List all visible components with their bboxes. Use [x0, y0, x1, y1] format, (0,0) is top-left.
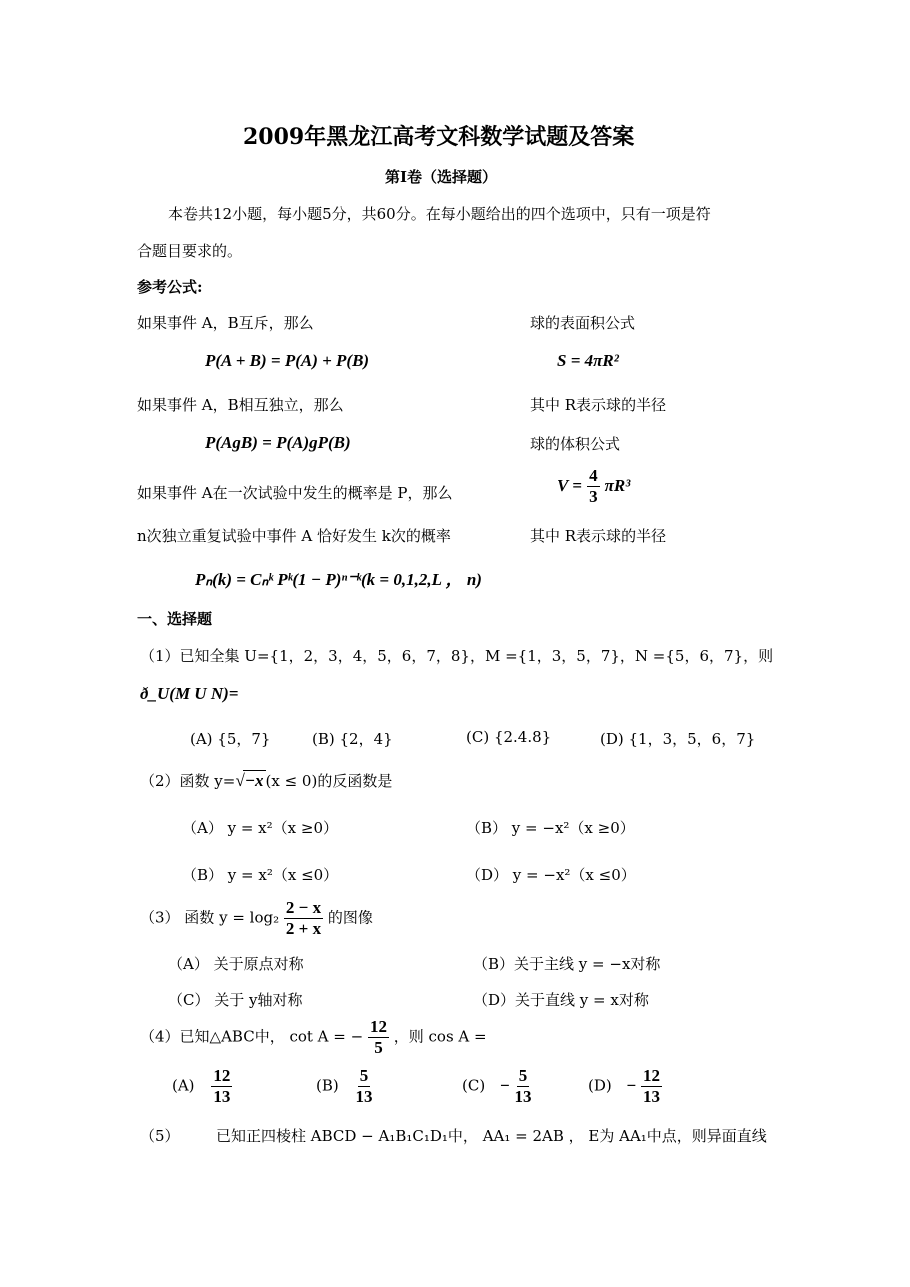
q3-stem-suffix: 的图像 — [327, 908, 373, 927]
q4-option-d-fraction — [641, 1066, 662, 1107]
formula-sphere-area: S = 4πR² — [557, 351, 619, 370]
q2-stem-suffix: (x ≤ 0)的反函数是 — [265, 772, 393, 790]
q4-option-d-denominator: 13 — [642, 1087, 660, 1106]
q3-fraction-numerator: 2 − x — [285, 898, 322, 917]
section-choice-heading: 一、选择题 — [137, 610, 213, 628]
q4-option-b-denominator: 13 — [355, 1087, 373, 1106]
q4-option-c-numerator: 5 — [518, 1066, 528, 1085]
formula-addition-rule: P(A + B) = P(A) + P(B) — [205, 351, 370, 370]
q4-option-b-fraction — [356, 1066, 373, 1107]
q3-option-a[interactable]: （A） 关于原点对称 — [168, 955, 304, 973]
q2-option-c[interactable]: （B） y = x²（x ≤0） — [182, 866, 339, 884]
q4-stem-suffix: ，则 cos A = — [393, 1027, 487, 1046]
formula-desc-sphere-area: 球的表面积公式 — [530, 314, 636, 332]
q4-option-b[interactable] — [316, 1066, 373, 1107]
q4-option-c-denominator: 13 — [514, 1087, 532, 1106]
q4-option-d[interactable] — [588, 1066, 662, 1107]
formula-desc-bernoulli: n次独立重复试验中事件 A 恰好发生 k次的概率 — [137, 527, 451, 545]
q1-option-b[interactable]: (B) {2，4} — [312, 730, 393, 748]
q3-stem-prefix: （3） 函数 y = log₂ — [140, 908, 280, 927]
q4-option-d-label: (D) — [588, 1076, 612, 1095]
q1-stem: （1）已知全集 U={1，2，3，4，5，6，7，8}，M ={1，3，5，7}，N ={5，6，7}，则 — [140, 647, 774, 665]
q5-stem: 已知正四棱柱 ABCD − A₁B₁C₁D₁中， AA₁ = 2AB ， E为 AA₁中点，则异面直线 — [216, 1127, 767, 1145]
q3-fraction-denominator: 2 + x — [285, 919, 322, 938]
formula-desc-independent: 如果事件 A，B相互独立，那么 — [137, 396, 344, 414]
q3-stem — [140, 898, 373, 939]
q1-option-a[interactable]: (A) {5，7} — [190, 730, 271, 748]
q4-fraction-denominator: 5 — [374, 1038, 383, 1057]
q4-option-b-numerator: 5 — [359, 1066, 369, 1085]
volume-fraction — [587, 466, 600, 507]
q2-option-b[interactable]: （B） y = −x²（x ≥0） — [466, 819, 635, 837]
q4-option-a-denominator: 13 — [213, 1087, 231, 1106]
q4-option-c-sign: − — [499, 1075, 510, 1095]
q4-stem-prefix: （4）已知△ABC中， cot A = − — [140, 1027, 364, 1046]
part-heading: 第Ⅰ卷（选择题） — [385, 168, 498, 186]
q1-option-d[interactable]: (D) {1，3，5，6，7} — [600, 730, 756, 748]
q2-option-d[interactable]: （D） y = −x²（x ≤0） — [466, 866, 636, 884]
volume-fraction-denominator: 3 — [589, 487, 598, 506]
q4-option-d-sign: − — [626, 1075, 637, 1095]
q3-fraction — [284, 898, 323, 939]
q3-option-c[interactable]: （C） 关于 y轴对称 — [168, 991, 303, 1009]
intro-line-2: 合题目要求的。 — [137, 242, 243, 260]
volume-lhs: V = — [557, 476, 582, 495]
q4-option-b-label: (B) — [316, 1076, 339, 1095]
reference-label: 参考公式: — [137, 278, 203, 296]
q2-option-a[interactable]: （A） y = x²（x ≥0） — [182, 819, 338, 837]
q3-option-d[interactable]: （D）关于直线 y = x对称 — [473, 991, 649, 1009]
q4-option-c-fraction — [514, 1066, 531, 1107]
q4-option-c-label: (C) — [462, 1076, 486, 1095]
q4-option-d-numerator: 12 — [642, 1066, 660, 1085]
q4-option-a-fraction — [211, 1066, 232, 1107]
q4-stem — [140, 1017, 487, 1058]
formula-sphere-volume — [557, 466, 630, 507]
q4-option-a-label: (A) — [172, 1076, 195, 1095]
formula-desc-sphere-volume: 球的体积公式 — [530, 435, 621, 453]
formula-desc-mutually-exclusive: 如果事件 A，B互斥，那么 — [137, 314, 314, 332]
q3-option-b[interactable]: （B）关于主线 y = −x对称 — [473, 955, 661, 973]
q4-option-c[interactable] — [462, 1066, 531, 1107]
page-title: 2009年黑龙江高考文科数学试题及答案 — [243, 124, 635, 150]
q2-stem — [140, 770, 392, 791]
formula-multiplication-rule: P(AgB) = P(A)gP(B) — [205, 433, 351, 452]
volume-rhs: πR³ — [604, 476, 631, 495]
formula-binomial: Pₙ(k) = Cₙᵏ Pᵏ(1 − P)ⁿ⁻ᵏ(k = 0,1,2,L ， n) — [195, 570, 482, 589]
q5-label: （5） — [140, 1127, 180, 1145]
q1-complement-expression: ð_U(M U N)= — [140, 684, 239, 703]
volume-fraction-numerator: 4 — [589, 466, 598, 485]
q4-fraction — [368, 1017, 389, 1058]
q1-option-c[interactable]: (C) {2.4.8} — [466, 728, 552, 746]
q4-option-a-numerator: 12 — [213, 1066, 231, 1085]
formula-desc-radius-1: 其中 R表示球的半径 — [530, 396, 667, 414]
q2-radicand: −x — [244, 771, 264, 790]
q4-option-a[interactable] — [172, 1066, 232, 1107]
sqrt-icon: √ — [235, 771, 245, 790]
formula-desc-probability-p: 如果事件 A在一次试验中发生的概率是 P，那么 — [137, 484, 453, 502]
formula-desc-radius-2: 其中 R表示球的半径 — [530, 527, 667, 545]
q2-stem-prefix: （2）函数 y= — [140, 772, 236, 790]
intro-line-1: 本卷共12小题，每小题5分，共60分。在每小题给出的四个选项中，只有一项是符 — [168, 205, 711, 223]
q4-fraction-numerator: 12 — [369, 1017, 387, 1036]
